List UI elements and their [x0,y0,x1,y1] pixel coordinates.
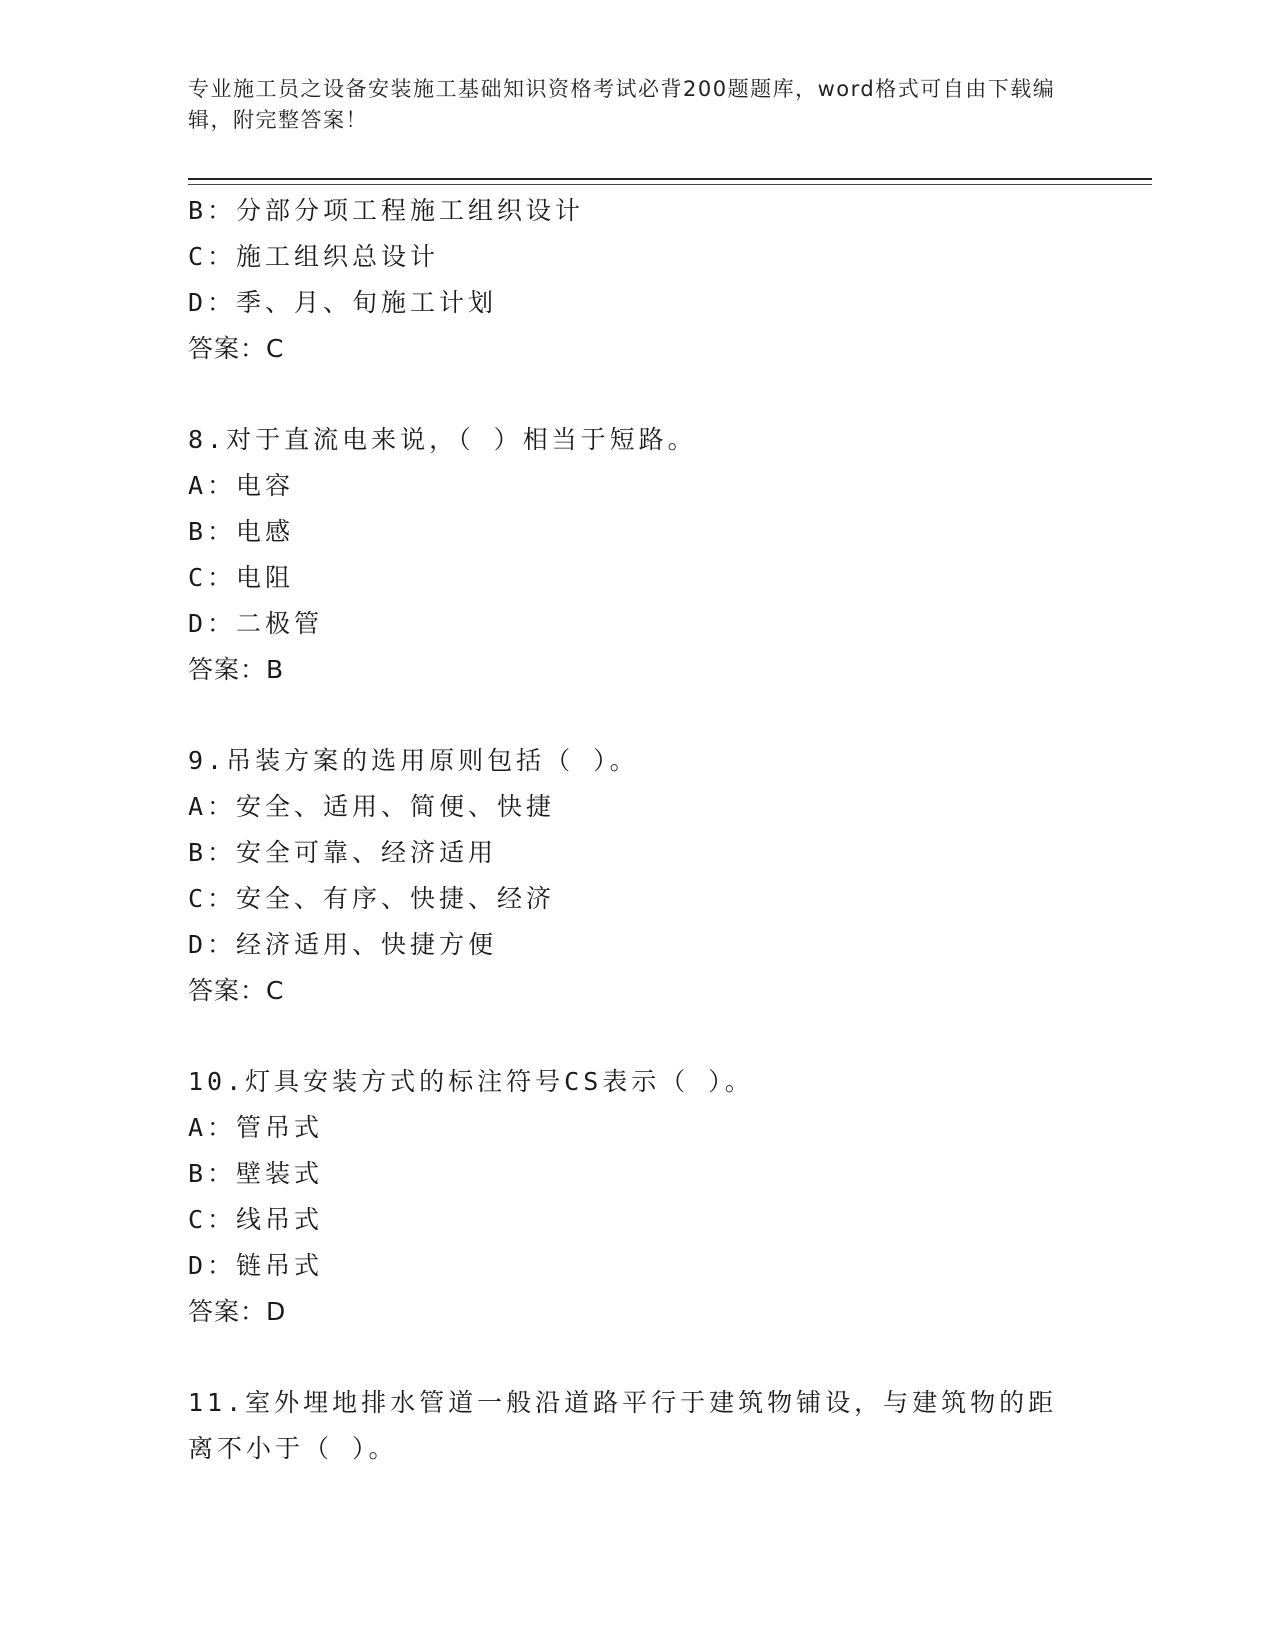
option-a: A：电容 [188,471,295,500]
header-divider-thin [188,184,1152,185]
document-header [188,74,1068,136]
question-stem: 8.对于直流电来说，（ ）相当于短路。 [188,425,697,454]
document-title: 专业施工员之设备安装施工基础知识资格考试必背200题题库，word格式可自由下载编辑，附完整答案！ [188,77,1056,132]
option-d: D：经济适用、快捷方便 [188,930,498,959]
option-c: C：线吊式 [188,1205,324,1234]
option-d: D：二极管 [188,609,324,638]
question-block-10 [188,1059,1088,1335]
question-stem: 10.灯具安装方式的标注符号CS表示（ ）。 [188,1067,754,1096]
option-b: B：壁装式 [188,1159,324,1188]
header-divider-thick [188,178,1152,180]
question-block-7 [188,188,1088,372]
option-b: B：分部分项工程施工组织设计 [188,196,585,225]
option-d: D：链吊式 [188,1251,324,1280]
answer-text: 答案：C [188,334,285,363]
option-a: A：管吊式 [188,1113,324,1142]
answer-text: 答案：D [188,1297,287,1326]
option-c: C：电阻 [188,563,295,592]
option-d: D：季、月、旬施工计划 [188,288,498,317]
question-block-8 [188,417,1088,693]
answer-text: 答案：B [188,655,285,684]
option-b: B：安全可靠、经济适用 [188,838,498,867]
option-c: C：施工组织总设计 [188,242,440,271]
question-stem: 9.吊装方案的选用原则包括（ ）。 [188,746,639,775]
question-stem: 11.室外埋地排水管道一般沿道路平行于建筑物铺设，与建筑物的距离不小于（ ）。 [188,1388,1058,1463]
answer-text: 答案：C [188,976,285,1005]
document-body [188,188,1088,1472]
option-b: B：电感 [188,517,295,546]
question-block-11 [188,1380,1088,1472]
option-a: A：安全、适用、简便、快捷 [188,792,556,821]
option-c: C：安全、有序、快捷、经济 [188,884,556,913]
question-block-9 [188,738,1088,1014]
